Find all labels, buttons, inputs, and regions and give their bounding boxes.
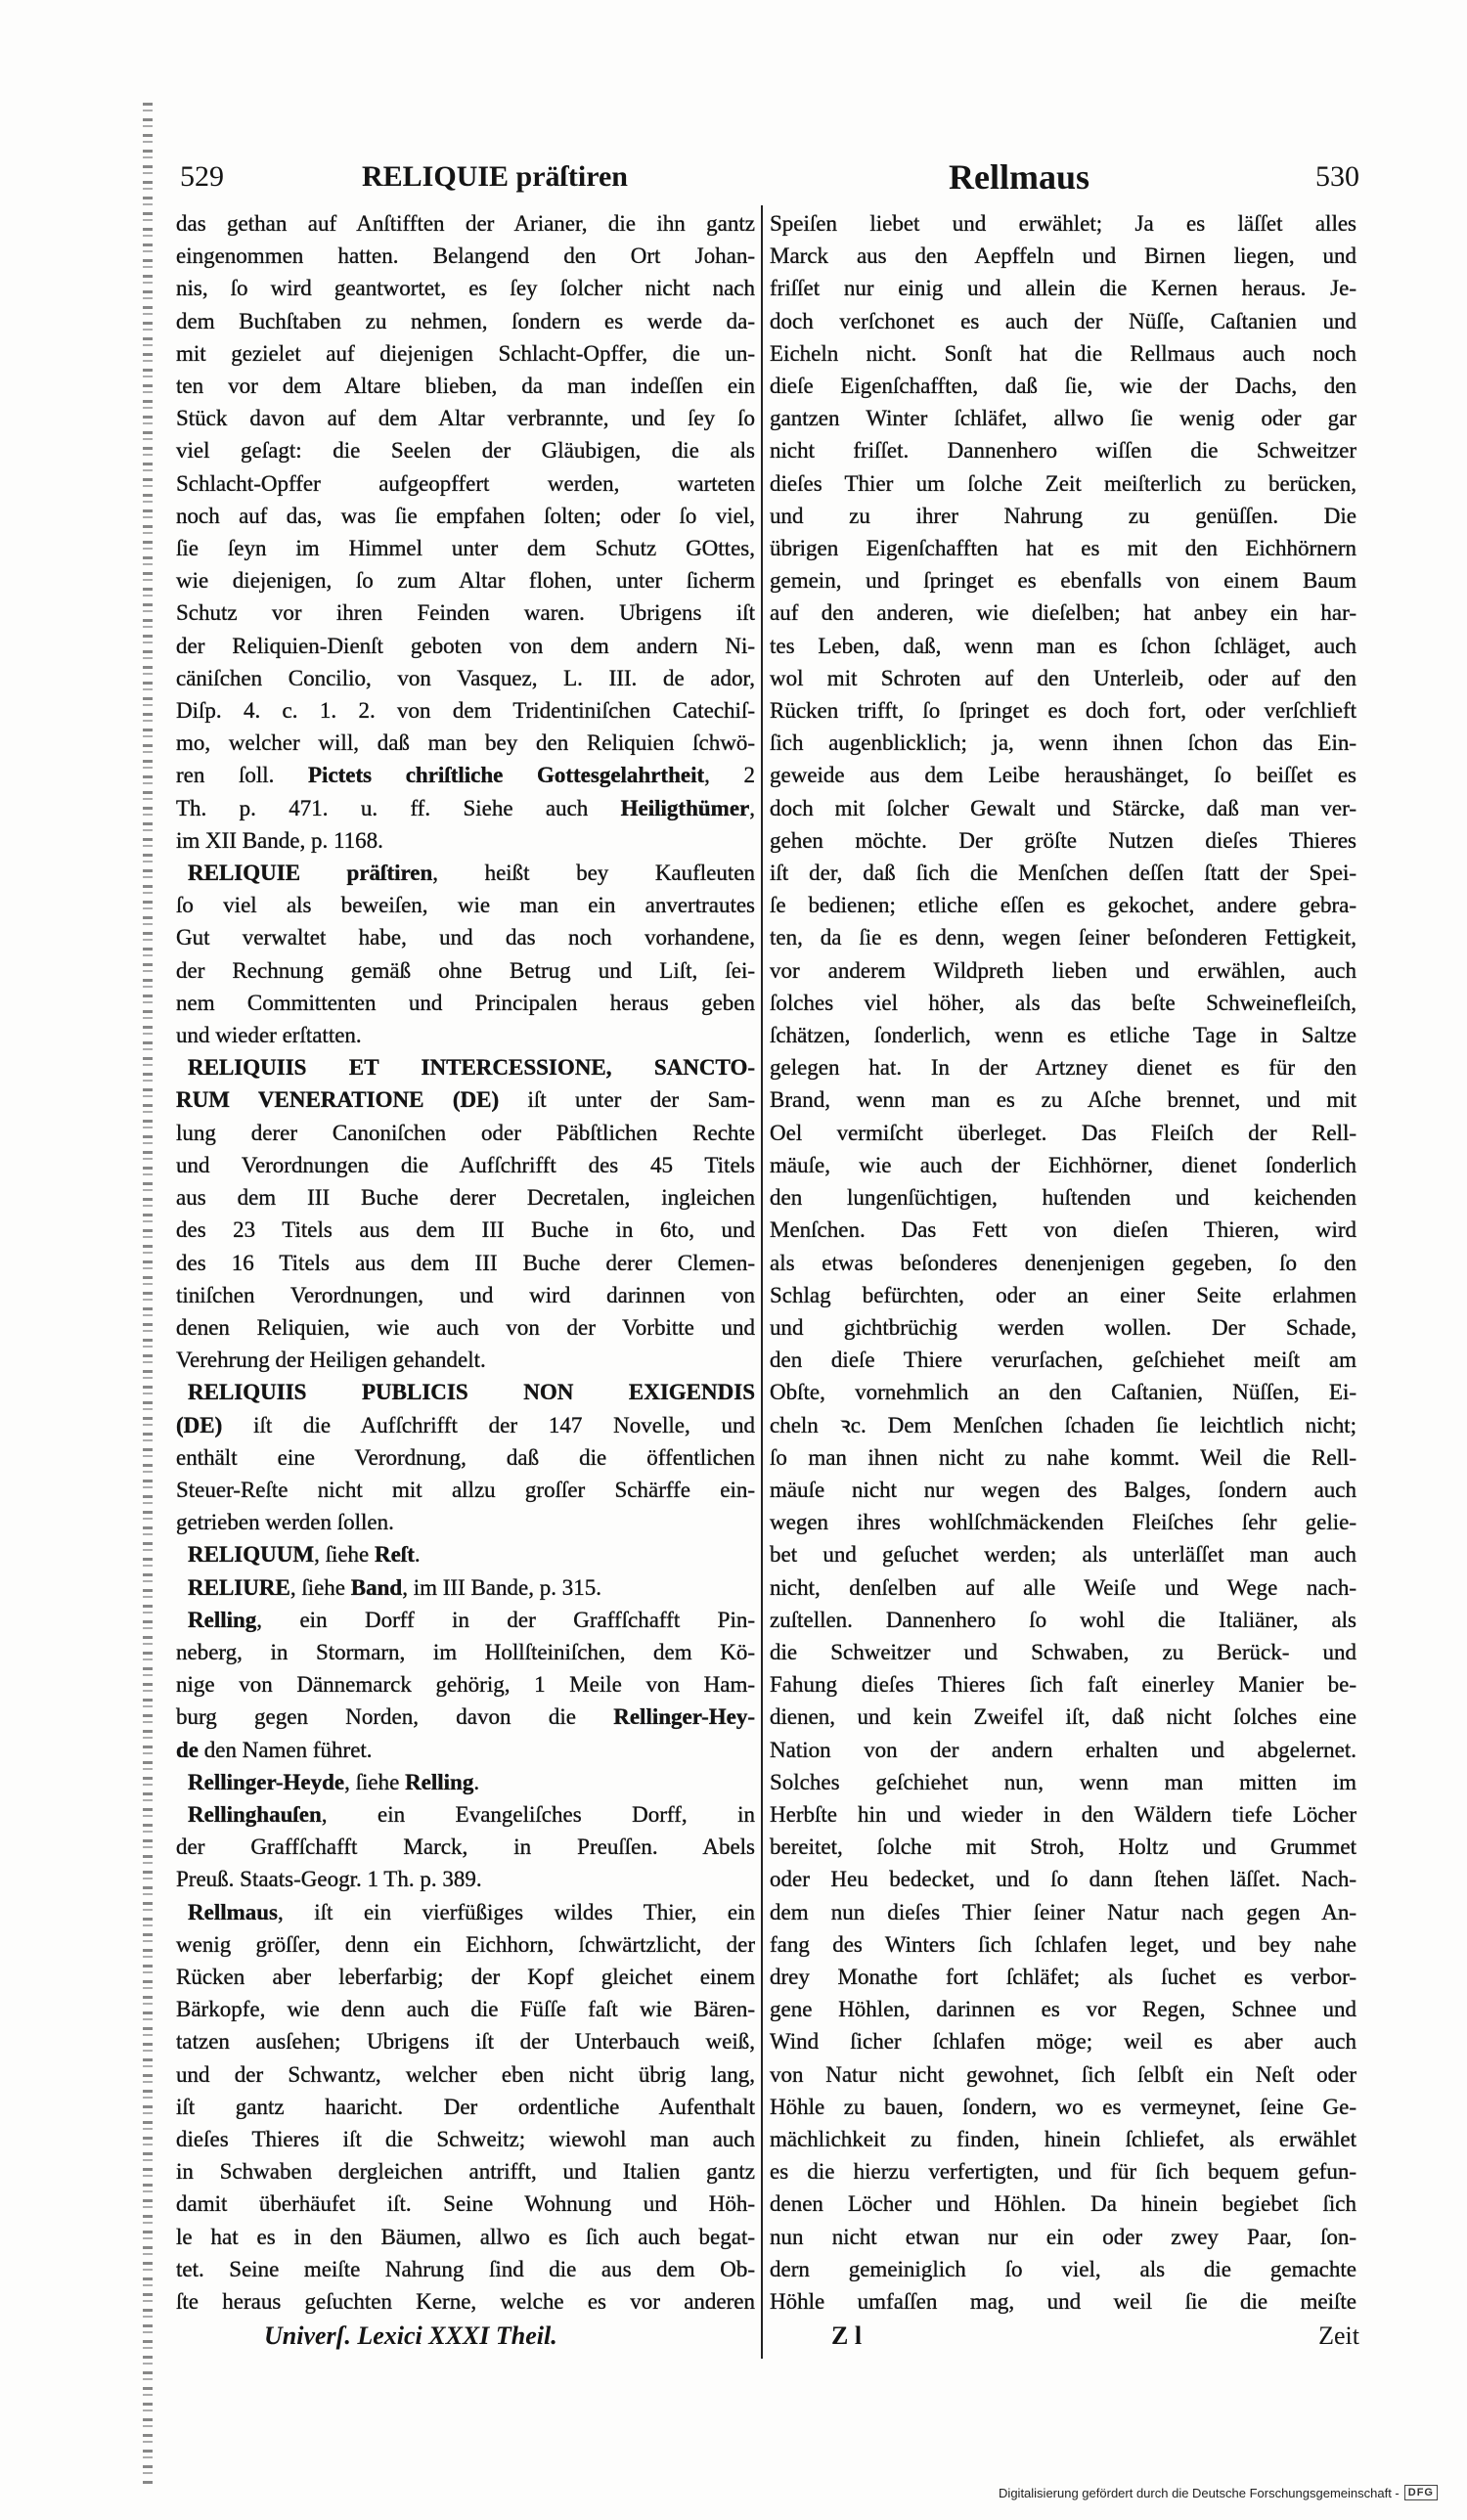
text-line: dieſes Thieres iſt die Schweitz; wiewohl man auch	[176, 2126, 755, 2151]
text-line: noch auf das, was ſie empfahen ſolten; oder ſo viel,	[176, 503, 755, 528]
text-line: gehen möchte. Der gröſte Nutzen dieſes Thieres	[770, 827, 1356, 853]
emphasized-reference: Rellinger-Hey-	[613, 1704, 755, 1730]
text-line: als etwas beſonderes denenjenigen gegeben, ſo den	[770, 1250, 1356, 1275]
text-line: mit gezielet auf diejenigen Schlacht-Opffer, die un-	[176, 340, 755, 366]
text-line: drey Monathe fort ſchläfet; als ſuchet es verbor-	[770, 1964, 1356, 1989]
text-line	[176, 792, 755, 824]
line-text: , ein Dorff in der Graffſchafft Pin-	[256, 1607, 755, 1632]
text-line: ſolches viel höher, als das beſte Schweinefleiſch,	[770, 990, 1356, 1015]
text-line	[176, 1798, 755, 1831]
page-footer	[176, 2321, 1359, 2357]
text-line: denen Reliquien, wie auch von der Vorbitte und	[176, 1314, 755, 1340]
text-line: Höhle umfaſſen mag, und weil ſie die meiſte	[770, 2289, 1356, 2314]
text-line: bereitet, ſolche mit Stroh, Holtz und Grummet	[770, 1835, 1356, 1860]
text-line	[176, 1051, 755, 1083]
text-line: nem Committenten und Principalen heraus geben	[176, 990, 755, 1015]
catchword: Zeit	[1318, 2321, 1359, 2350]
line-text: , im III Bande, p. 315.	[402, 1574, 601, 1600]
text-line	[176, 857, 755, 889]
text-line: fang des Winters ſich ſchlafen leget, und bey nahe	[770, 1931, 1356, 1957]
text-line: damit überhäufet iſt. Seine Wohnung und Höh-	[176, 2191, 755, 2217]
text-line: mächlichkeit zu finden, hinein ſchliefet, als erwählet	[770, 2126, 1356, 2151]
text-line: der Rechnung gemäß ohne Betrug und Liſt, ſei-	[176, 957, 755, 983]
text-line: dem nun dieſes Thier ſeiner Natur nach gegen An-	[770, 1899, 1356, 1924]
text-line: auf den anderen, wie dieſelben; hat anbey ein har-	[770, 600, 1356, 626]
emphasized-reference: Pictets chriſtliche Gottesgelahrtheit	[308, 763, 705, 788]
text-line: ſe bedienen; etliche eſſen es gekochet, andere gebra-	[770, 893, 1356, 918]
text-line: mo, welcher will, daß man bey den Reliquien ſchwö-	[176, 730, 755, 756]
text-line: tes Leben, daß, wenn man es ſchon ſchläget, auch	[770, 633, 1356, 658]
line-text: , ein Evangeliſches Dorff, in	[321, 1801, 755, 1827]
text-line: iſt der, daß ſich die Menſchen deſſen ſtatt der Spei-	[770, 861, 1356, 886]
text-line	[176, 1083, 755, 1116]
text-line: des 16 Titels aus dem III Buche derer Clemen-	[176, 1250, 755, 1275]
emphasized-reference: Heiligthümer	[620, 795, 750, 820]
text-line: und gichtbrüchig werden wollen. Der Schade,	[770, 1314, 1356, 1340]
line-text: iſt unter der Sam-	[499, 1087, 755, 1113]
text-line: dern gemeiniglich ſo viel, als die gemachte	[770, 2256, 1356, 2281]
text-line: ſte heraus geſuchten Kerne, welche es vor anderen	[176, 2289, 755, 2314]
text-line: ſchätzen, ſonderlich, wenn es etliche Tage in Saltze	[770, 1023, 1356, 1048]
text-line: den dieſe Thiere verurſachen, geſchiehet meiſt am	[770, 1348, 1356, 1373]
text-line: ſo viel als beweiſen, wie man ein anvertrautes	[176, 893, 755, 918]
text-line: lung derer Canoniſchen oder Päbſtlichen Rechte	[176, 1120, 755, 1145]
entry-headword: Rellmaus	[188, 1899, 278, 1924]
text-line: im XII Bande, p. 1168.	[176, 827, 383, 853]
text-line: in Schwaben dergleichen antrifft, und Italien gantz	[176, 2159, 755, 2185]
text-line: Schlag befürchten, oder an einer Seite erlahmen	[770, 1282, 1356, 1307]
line-text: , ſiehe	[289, 1574, 351, 1600]
emphasized-reference: Relling	[405, 1769, 474, 1794]
text-line: und zu ihrer Nahrung zu genüſſen. Die	[770, 503, 1356, 528]
text-line: Schutz vor ihren Feinden waren. Ubrigens iſt	[176, 600, 755, 626]
text-line: neberg, in Stormarn, im Hollſteiniſchen, dem Kö-	[176, 1639, 755, 1664]
text-line: wie diejenigen, ſo zum Altar flohen, unter ſicherm	[176, 568, 755, 594]
text-line: Nation von der andern erhalten und abgelernet.	[770, 1737, 1356, 1762]
text-line	[176, 1538, 755, 1570]
text-line	[176, 1701, 755, 1733]
line-text: ,	[749, 795, 755, 820]
text-line: gemein, und ſpringet es ebenfalls von einem Baum	[770, 568, 1356, 594]
text-line: und Verordnungen die Aufſchrifft des 45 Titels	[176, 1152, 755, 1177]
text-line: zuſtellen. Dannenhero ſo wohl die Italiäner, als	[770, 1607, 1356, 1632]
text-line: tet. Seine meiſte Nahrung ſind die aus dem Ob-	[176, 2256, 755, 2281]
text-line	[176, 1571, 755, 1604]
line-text: , iſt ein vierfüßiges wildes Thier, ein	[278, 1899, 755, 1924]
credit-text: Digitalisierung gefördert durch die Deutsche Forschungsgemeinschaft -	[999, 2485, 1400, 2500]
text-line: Steuer-Reſte nicht mit allzu groſſer Schärffe ein-	[176, 1477, 755, 1502]
text-line: gene Höhlen, darinnen es vor Regen, Schnee und	[770, 1997, 1356, 2022]
text-line: wenig gröſſer, denn ein Eichhorn, ſchwärtzlicht, der	[176, 1931, 755, 1957]
running-header	[176, 156, 1359, 205]
text-line: getrieben werden ſollen.	[176, 1510, 394, 1535]
text-line	[176, 1376, 755, 1408]
text-line: Oel vermiſcht überleget. Das Fleiſch der Rell-	[770, 1120, 1356, 1145]
text-line: dem Buchſtaben zu nehmen, ſondern es werde da-	[176, 308, 755, 333]
text-line: Schlacht-Opffer aufgeopffert werden, warteten	[176, 470, 755, 496]
text-line: Rücken aber leberfarbig; der Kopf gleichet einem	[176, 1964, 755, 1989]
text-line: Menſchen. Das Fett von dieſen Thieren, wird	[770, 1217, 1356, 1243]
left-running-head: RELIQUIE präſtiren	[362, 160, 628, 193]
text-line: doch verſchonet es auch der Nüſſe, Caſtanien und	[770, 308, 1356, 333]
text-line: dieſes Thier um ſolche Zeit meiſterlich zu berücken,	[770, 470, 1356, 496]
line-text: den Namen führet.	[199, 1737, 373, 1762]
text-line: oder Heu bedecket, und ſo dann ſtehen läſſet. Nach-	[770, 1867, 1356, 1892]
text-line: Marck aus den Aepffeln und Birnen liegen, und	[770, 243, 1356, 269]
emphasized-reference: Reſt	[375, 1542, 415, 1568]
line-text: , heißt bey Kaufleuten	[432, 861, 755, 886]
page-gutter-edge	[143, 103, 153, 2484]
text-line: dieſe Eigenſchafften, daß ſie, wie der Dachs, den	[770, 374, 1356, 399]
text-line: gantzen Winter ſchläfet, allwo ſie wenig oder gar	[770, 406, 1356, 431]
text-line: nicht friſſet. Dannenhero wiſſen die Schweitzer	[770, 438, 1356, 464]
text-line: friſſet nur einig und allein die Kernen heraus. Je-	[770, 276, 1356, 301]
sheet-signature: Z l	[831, 2321, 863, 2350]
text-line: der Reliquien-Dienſt geboten von dem andern Ni-	[176, 633, 755, 658]
text-line	[176, 1896, 755, 1928]
line-text: , 2	[704, 763, 756, 788]
text-line: geweide aus dem Leibe heraushänget, ſo beiſſet es	[770, 763, 1356, 788]
entry-headword: Rellinghauſen	[188, 1801, 322, 1827]
line-text: Th. p. 471. u. ff. Siehe auch	[176, 795, 621, 820]
text-line: mäuſe, wie auch der Eichhörner, dienet ſonderlich	[770, 1152, 1356, 1177]
text-line: denen Löcher und Höhlen. Da hinein begiebet ſich	[770, 2191, 1356, 2217]
text-line: Eicheln nicht. Sonſt hat die Rellmaus auch noch	[770, 340, 1356, 366]
text-line: Solches geſchiehet nun, wenn man mitten im	[770, 1769, 1356, 1794]
line-text: burg gegen Norden, davon die	[176, 1704, 614, 1730]
emphasized-reference: de	[176, 1737, 199, 1762]
text-line: ten vor dem Altare blieben, da man indeſſen ein	[176, 374, 755, 399]
text-line: Herbſte hin und wieder in den Wäldern tiefe Löcher	[770, 1801, 1356, 1827]
text-line: von Natur nicht gewohnet, ſich ſelbſt ein Neſt oder	[770, 2061, 1356, 2087]
left-column	[176, 207, 755, 2318]
line-text: .	[473, 1769, 480, 1794]
text-line: vor anderem Wildpreth lieben und erwählen, auch	[770, 957, 1356, 983]
entry-headword: RELIURE	[188, 1574, 290, 1600]
text-line: und der Schwantz, welcher eben nicht übrig lang,	[176, 2061, 755, 2087]
emphasized-reference: Band	[350, 1574, 403, 1600]
line-text: .	[414, 1542, 421, 1568]
text-line: nun nicht etwan nur ein oder zwey Paar, ſon-	[770, 2224, 1356, 2249]
text-line: Fahung dieſes Thieres ſich faſt einerley Manier be-	[770, 1672, 1356, 1698]
text-line: die Schweitzer und Schwaben, zu Berück- und	[770, 1639, 1356, 1664]
entry-headword: RELIQUIE präſtiren	[188, 861, 433, 886]
text-line: ſie ſeyn im Himmel unter dem Schutz GOttes,	[176, 536, 755, 561]
text-line: Wind ſicher ſchlafen möge; weil es aber auch	[770, 2029, 1356, 2055]
text-line: übrigen Eigenſchafften hat es mit den Eichhörnern	[770, 536, 1356, 561]
text-line: wol mit Schroten auf den Unterleib, oder auf den	[770, 665, 1356, 690]
text-line: Stück davon auf dem Altar verbrannte, und ſey ſo	[176, 406, 755, 431]
text-line: und wieder erſtatten.	[176, 1023, 362, 1048]
line-text: ren ſoll.	[176, 763, 308, 788]
entry-headword: RUM VENERATIONE (DE)	[176, 1087, 500, 1113]
text-line: der Graffſchafft Marck, in Preuſſen. Abels	[176, 1835, 755, 1860]
text-line: enthält eine Verordnung, daß die öffentlichen	[176, 1444, 755, 1470]
text-line	[176, 1734, 755, 1766]
line-text: , ſiehe	[314, 1542, 376, 1568]
text-line: cheln ꝛc. Dem Menſchen ſchaden ſie leichtlich nicht;	[770, 1412, 1356, 1437]
entry-headword: Rellinger-Heyde	[188, 1769, 345, 1794]
text-line: den lungenſüchtigen, huſtenden und keichenden	[770, 1185, 1356, 1211]
text-line: nis, ſo wird geantwortet, es ſey ſolcher nicht nach	[176, 276, 755, 301]
right-column	[770, 207, 1356, 2318]
text-line: Brand, wenn man es zu Aſche brennet, und mit	[770, 1087, 1356, 1113]
right-page-number: 530	[1315, 160, 1359, 193]
text-line: tatzen ausſehen; Ubrigens iſt der Unterbauch weiß,	[176, 2029, 755, 2055]
text-line	[176, 1766, 755, 1798]
text-line: Rücken trifft, ſo ſpringet es doch fort, oder verſchlieft	[770, 698, 1356, 724]
text-line: ſo man ihnen nicht zu nahe kommt. Weil die Rell-	[770, 1444, 1356, 1470]
text-line: Gut verwaltet habe, und das noch vorhandene,	[176, 925, 755, 951]
entry-headword: RELIQUIIS ET INTERCESSIONE, SANCTO-	[188, 1055, 755, 1081]
text-line: Bärkopfe, wie denn auch die Füſſe faſt wie Bären-	[176, 1997, 755, 2022]
text-line: des 23 Titels aus dem III Buche in 6to, und	[176, 1217, 755, 1243]
text-line: Diſp. 4. c. 1. 2. von dem Tridentiniſchen Catechiſ-	[176, 698, 755, 724]
text-line: iſt gantz haaricht. Der ordentliche Aufenthalt	[176, 2094, 755, 2119]
text-line: gelegen hat. In der Artzney dienet es für den	[770, 1055, 1356, 1081]
dfg-logo-icon: DFG	[1404, 2485, 1438, 2500]
text-line: nige von Dännemarck gehörig, 1 Meile von Ham-	[176, 1672, 755, 1698]
text-line: Speiſen liebet und erwählet; Ja es läſſet alles	[770, 211, 1356, 236]
text-line: eingenommen hatten. Belangend den Ort Johan-	[176, 243, 755, 269]
text-line: le hat es in den Bäumen, allwo es ſich auch begat-	[176, 2224, 755, 2249]
entry-headword: (DE)	[176, 1412, 223, 1437]
text-line: Verehrung der Heiligen gehandelt.	[176, 1348, 486, 1373]
digitization-credit	[999, 2485, 1438, 2500]
line-text: iſt die Aufſchrifft der 147 Novelle, und	[222, 1412, 755, 1437]
text-line: viel geſagt: die Seelen der Gläubigen, die als	[176, 438, 755, 464]
text-line	[176, 1604, 755, 1636]
text-line: dienen, und kein Zweifel iſt, daß nicht ſolches eine	[770, 1704, 1356, 1730]
text-line	[176, 1409, 755, 1441]
text-line: ten, da ſie es denn, wegen ſeiner beſonderen Fettigkeit,	[770, 925, 1356, 951]
text-line: es die hierzu verfertigten, und für ſich bequem gefun-	[770, 2159, 1356, 2185]
text-line: cäniſchen Concilio, von Vasquez, L. III. de ador,	[176, 665, 755, 690]
left-page-number: 529	[180, 160, 224, 193]
text-line	[176, 759, 755, 791]
text-line: aus dem III Buche derer Decretalen, ingleichen	[176, 1185, 755, 1211]
text-line: Höhle zu bauen, ſondern, wo es vermeynet, ſeine Ge-	[770, 2094, 1356, 2119]
text-line: wegen ihres wohlſchmäckenden Fleiſches ſehr gelie-	[770, 1510, 1356, 1535]
text-line: bet und geſuchet werden; als unterläſſet man auch	[770, 1542, 1356, 1568]
right-running-head: Rellmaus	[949, 157, 1089, 197]
entry-headword: Relling	[188, 1607, 257, 1632]
text-line: nicht, denſelben auf alle Weiſe und Wege nach-	[770, 1574, 1356, 1600]
text-line: ſich augenblicklich; ja, wenn ihnen ſchon das Ein-	[770, 730, 1356, 756]
column-rule	[761, 205, 763, 2359]
text-line: Obſte, vornehmlich an den Caſtanien, Nüſſen, Ei-	[770, 1380, 1356, 1405]
volume-line: Univerſ. Lexici XXXI Theil.	[264, 2321, 557, 2350]
line-text: , ſiehe	[344, 1769, 406, 1794]
entry-headword: RELIQUUM	[188, 1542, 315, 1568]
text-line: das gethan auf Anſtifften der Arianer, die ihn gantz	[176, 211, 755, 236]
text-line: mäuſe nicht nur wegen des Balges, ſondern auch	[770, 1477, 1356, 1502]
text-line: doch mit ſolcher Gewalt und Stärcke, daß man ver-	[770, 795, 1356, 820]
text-line: Preuß. Staats-Geogr. 1 Th. p. 389.	[176, 1867, 482, 1892]
entry-headword: RELIQUIIS PUBLICIS NON EXIGENDIS	[188, 1380, 755, 1405]
text-line: tiniſchen Verordnungen, und wird darinnen von	[176, 1282, 755, 1307]
